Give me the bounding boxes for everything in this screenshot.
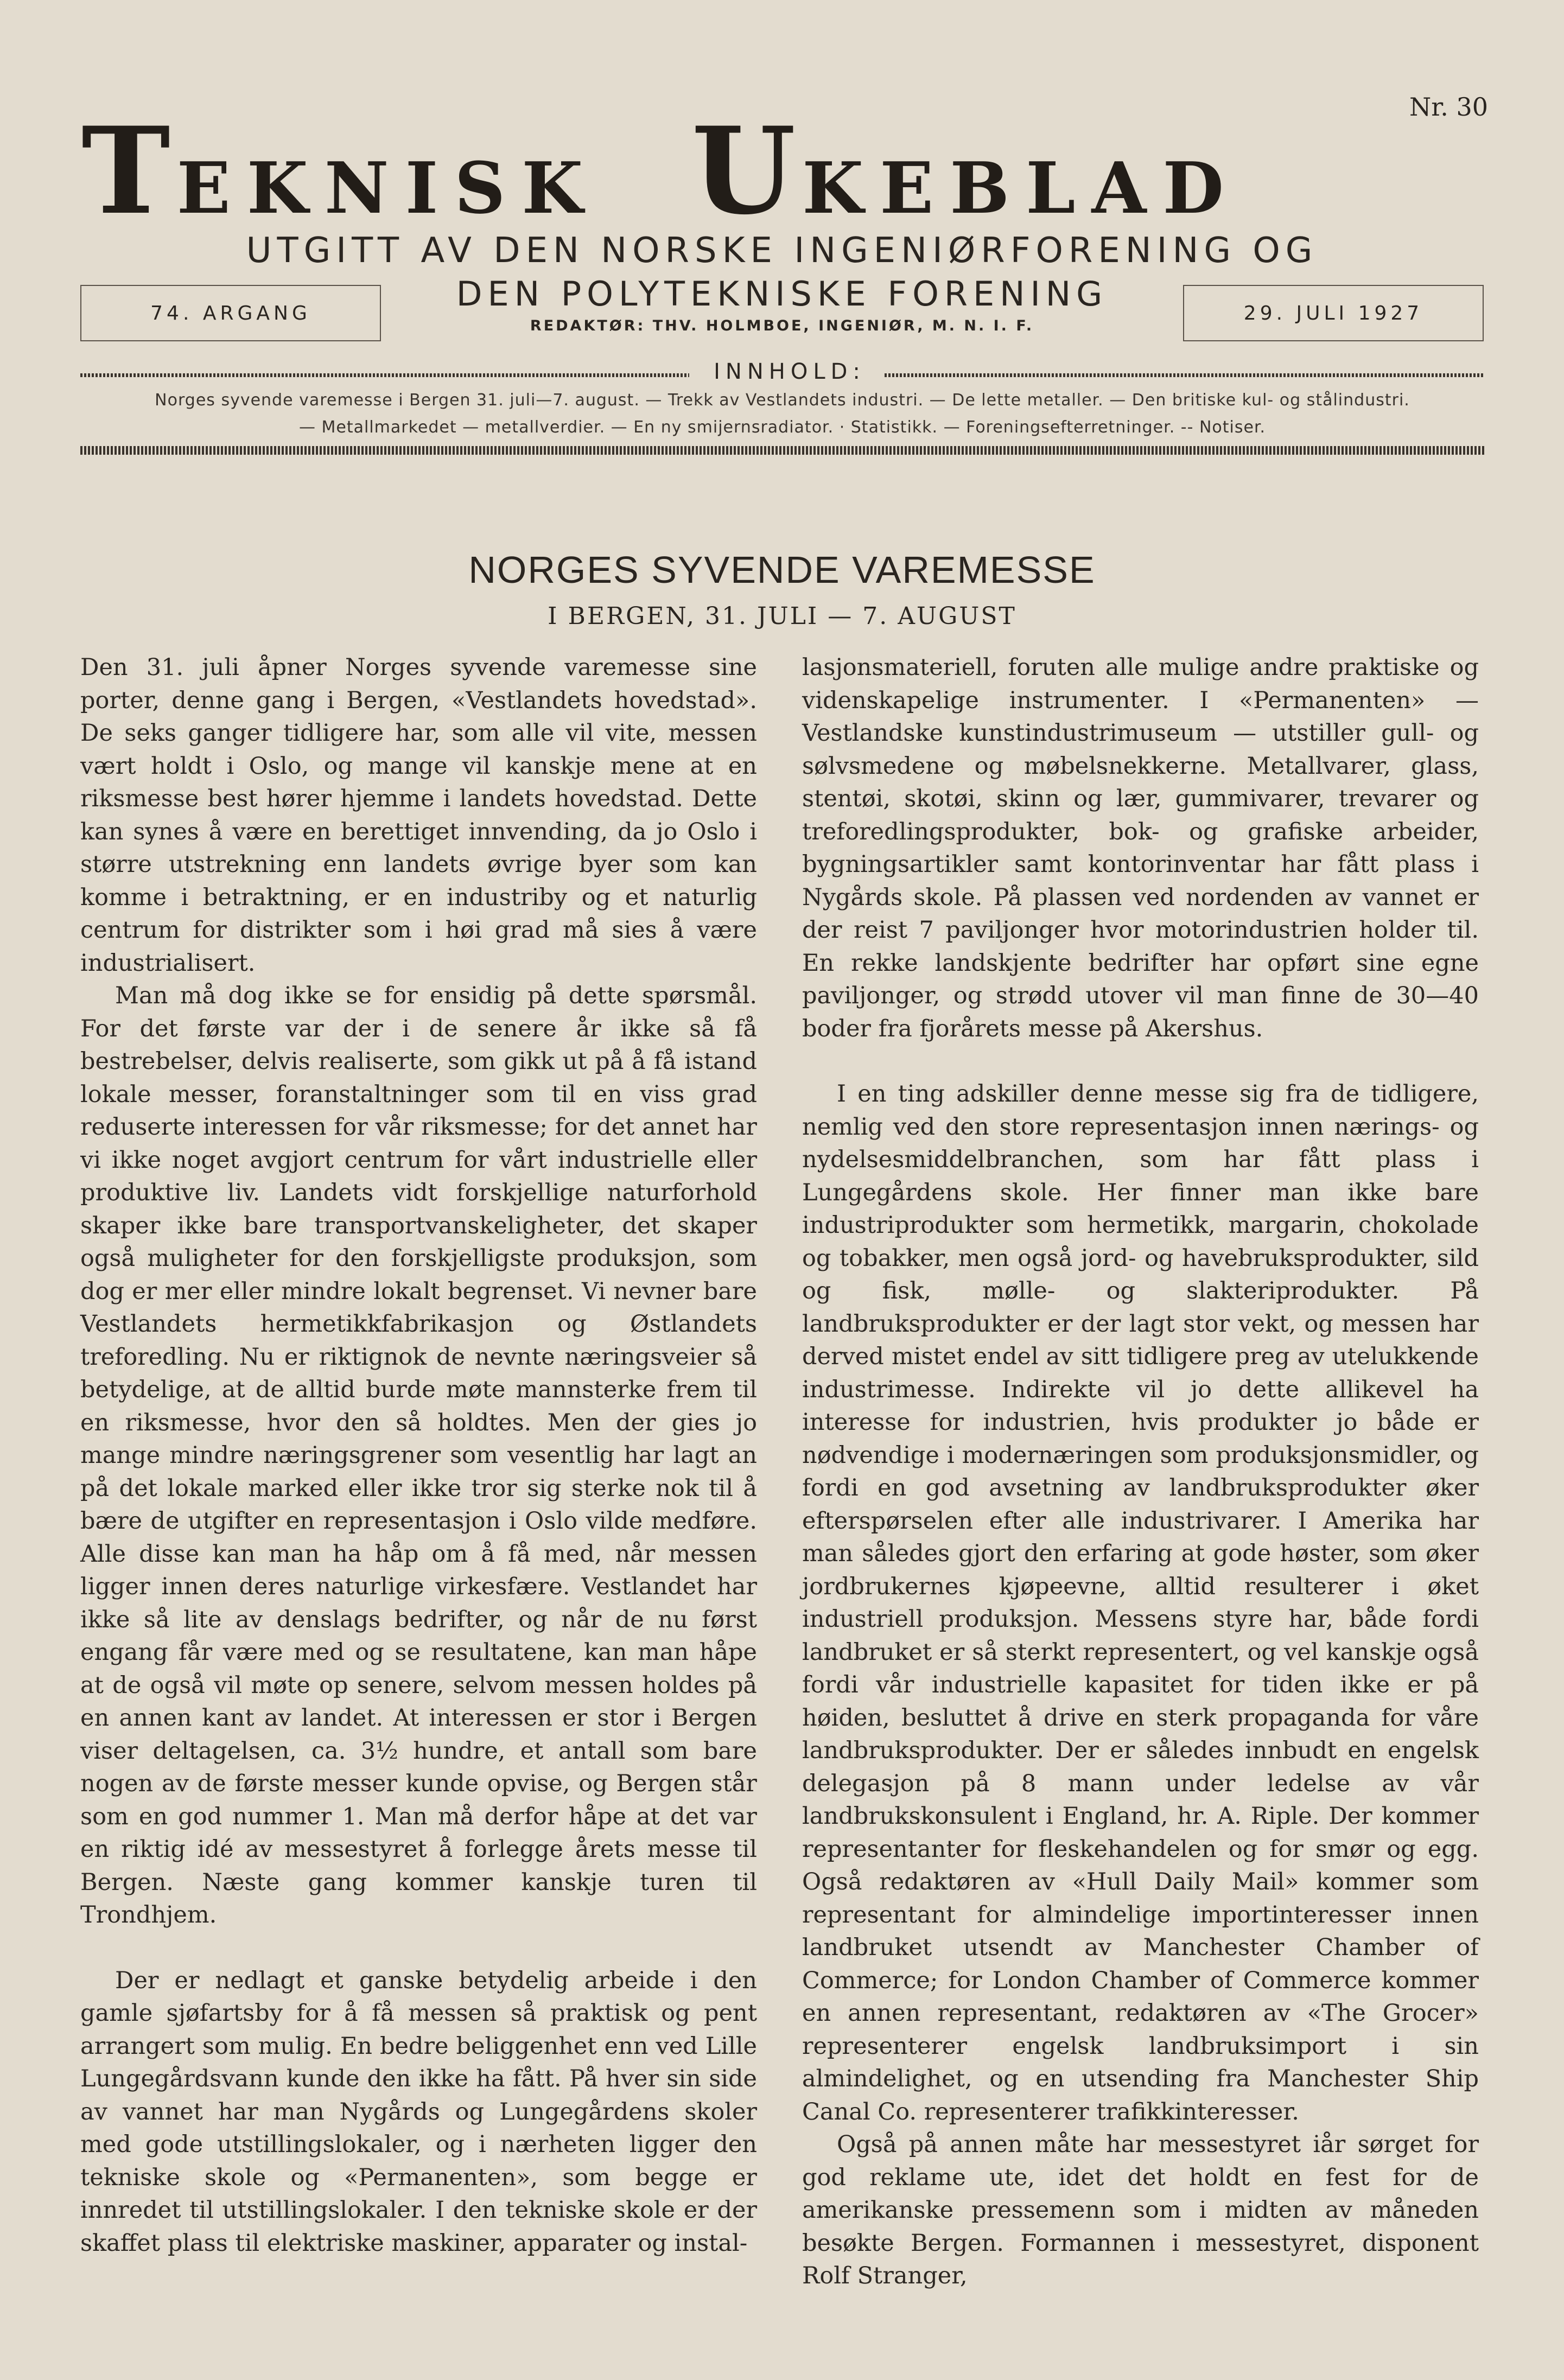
date-box <box>1183 285 1484 341</box>
title-initial-t: T <box>81 100 177 241</box>
volume-label: 74. ARGANG <box>150 302 311 324</box>
volume-box <box>80 285 381 341</box>
right-column <box>802 651 1479 2293</box>
contents-line-1: Norges syvende varemesse i Bergen 31. juli—7. august. — Trekk av Vestlandets industri. — De lette metaller. — Den britiske kul- og stålindustri. <box>155 391 1410 410</box>
article-subtitle: I BERGEN, 31. JULI — 7. AUGUST <box>548 602 1016 630</box>
publisher-line-2: DEN POLYTEKNISKE FORENING <box>456 274 1108 314</box>
article-title: NORGES SYVENDE VAREMESSE <box>468 549 1096 591</box>
date-label: 29. JULI 1927 <box>1243 302 1423 324</box>
publisher-line-1: UTGITT AV DEN NORSKE INGENIØRFORENING OG <box>246 231 1318 271</box>
title-initial-u: U <box>691 100 803 241</box>
dotted-rule-right <box>885 373 1484 377</box>
title-word-teknisk: EKNISK <box>176 147 600 230</box>
dotted-rule-left <box>80 373 689 377</box>
paragraph: lasjonsmateriell, foruten alle mulige andre praktiske og videnskapelige instrumenter. I «Permanenten» — Vestlandske kunstindustrimuseum — utstiller gull- og sølvsmedene og møbelsnekkerne. Metallvarer, glass, stentøi, skotøi, skinn og lær, gummivarer, trevarer og treforedlingsprodukter, bok- og grafiske arbeider, bygningsartikler samt kontorinventar har fått plass i Nygårds skole. På plassen ved nordenden av vannet er der reist 7 paviljonger hvor motorindustrien holder til. En rekke landskjente bedrifter har opført sine egne paviljonger, og strødd utover vil man finne de 30—40 boder fra fjorårets messe på Akershus. <box>802 654 1479 1042</box>
editor-line: REDAKTØR: THV. HOLMBOE, INGENIØR, M. N. I. F. <box>530 317 1034 334</box>
paragraph: Også på annen måte har messestyret iår sørget for god reklame ute, idet det holdt en fest for de amerikanske pressemenn som i midten av måneden besøkte Bergen. Formannen i messestyret, disponent Rolf Stranger, <box>802 2131 1479 2289</box>
paragraph: Der er nedlagt et ganske betydelig arbeide i den gamle sjøfartsby for å få messen så praktisk og pent arrangert som mulig. En bedre beliggenhet enn ved Lille Lungegårdsvann kunde den ikke ha fått. På hver sin side av vannet har man Nygårds og Lungegårdens skoler med gode utstillingslokaler, og i nærheten ligger den tekniske skole og «Permanenten», som begge er innredet til utstillingslokaler. I den tekniske skole er der skaffet plass til elektriske maskiner, apparater og instal- <box>80 1967 757 2257</box>
paragraph: Man må dog ikke se for ensidig på dette spørsmål. For det første var der i de senere år ikke så få bestrebelser, delvis realiserte, som gikk ut på å få istand lokale messer, foranstaltninger som til en viss grad reduserte interessen for vår riksmesse; for det annet har vi ikke noget avgjort centrum for vårt industrielle eller produktive liv. Landets vidt forskjellige naturforhold skaper ikke bare transportvanskeligheter, det skaper også muligheter for den forskjelligste produksjon, som dog er mer eller mindre lokalt begrenset. Vi nevner bare Vestlandets hermetikkfabrikasjon og Østlandets treforedling. Nu er riktignok de nevnte næringsveier så betydelige, at de alltid burde møte mannsterke frem til en riksmesse, hvor den så holdtes. Men der gies jo mange mindre næringsgrener som vesentlig har lagt an på det lokale marked eller ikke tror sig sterke nok til å bære de utgifter en representasjon i Oslo vilde medføre. Alle disse kan man ha håp om å få med, når messen ligger innen deres naturlige virkesfære. Vestlandet har ikke så lite av denslags bedrifter, og når de nu først engang får være med og se resultatene, kan man håpe at de også vil møte op senere, selvom messen holdes på en annen kant av landet. At interessen er stor i Bergen viser deltagelsen, ca. 3½ hundre, et antall som bare nogen av de første messer kunde opvise, og Bergen står som en god nummer 1. Man må derfor håpe at det var en riktig idé av messestyret å forlegge årets messe til Bergen. Næste gang kommer kanskje turen til Trondhjem. <box>80 982 757 1929</box>
contents-heading: INNHOLD: <box>714 359 866 384</box>
paragraph: Den 31. juli åpner Norges syvende varemesse sine porter, denne gang i Bergen, «Vestlandets hovedstad». De seks ganger tidligere har, som alle vil vite, messen vært holdt i Oslo, og mange vil kanskje mene at en riksmesse best hører hjemme i landets hovedstad. Dette kan synes å være en berettiget innvending, da jo Oslo i større utstrekning enn landets øvrige byer som kan komme i betraktning, er en industriby og et naturlig centrum for distrikter som i høi grad må sies å være industrialisert. <box>80 654 757 977</box>
title-word-ukeblad: KEBLAD <box>802 147 1241 230</box>
paragraph: I en ting adskiller denne messe sig fra de tidligere, nemlig ved den store representasjon innen nærings- og nydelsesmiddelbranchen, som har fått plass i Lungegårdens skole. Her finner man ikke bare industriprodukter som hermetikk, margarin, chokolade og tobakker, men også jord- og havebruksprodukter, sild og fisk, mølle- og slakteriprodukter. På landbruksprodukter er der lagt stor vekt, og messen har derved mistet endel av sitt tidligere preg av utelukkende industrimesse. Indirekte vil jo dette allikevel ha interesse for industrien, hvis produkter jo både er nødvendige i modernæringen som produksjonsmidler, og fordi en god avsetning av landbruksprodukter øker efterspørselen efter alle industrivarer. I Amerika har man således gjort den erfaring at gode høster, som øker jordbrukernes kjøpeevne, alltid resulterer i øket industriell produksjon. Messens styre har, både fordi landbruket er så sterkt representert, og vel kanskje også fordi vår industrielle kapasitet for tiden ikke er på høiden, besluttet å drive en sterk propaganda for våre landbruksprodukter. Der er således innbudt en engelsk delegasjon på 8 mann under ledelse av vår landbrukskonsulent i England, hr. A. Riple. Der kommer representanter for fleskehandelen og for smør og egg. Også redaktøren av «Hull Daily Mail» kommer som representant for almindelige importinteresser innen landbruket utsendt av Manchester Chamber of Commerce; for London Chamber of Commerce kommer en annen representant, redaktøren av «The Grocer» representerer engelsk landbruksimport i sin almindelighet, og en utsending fra Manchester Ship Canal Co. representerer trafikkinteresser. <box>802 1080 1479 2126</box>
dotted-rule-bottom <box>80 446 1484 455</box>
contents-line-2: — Metallmarkedet — metallverdier. — En ny smijernsradiator. · Statistikk. — Foreningsefterretninger. -- Notiser. <box>298 418 1266 437</box>
left-column <box>80 651 757 2260</box>
issue-number: Nr. 30 <box>1409 92 1488 122</box>
